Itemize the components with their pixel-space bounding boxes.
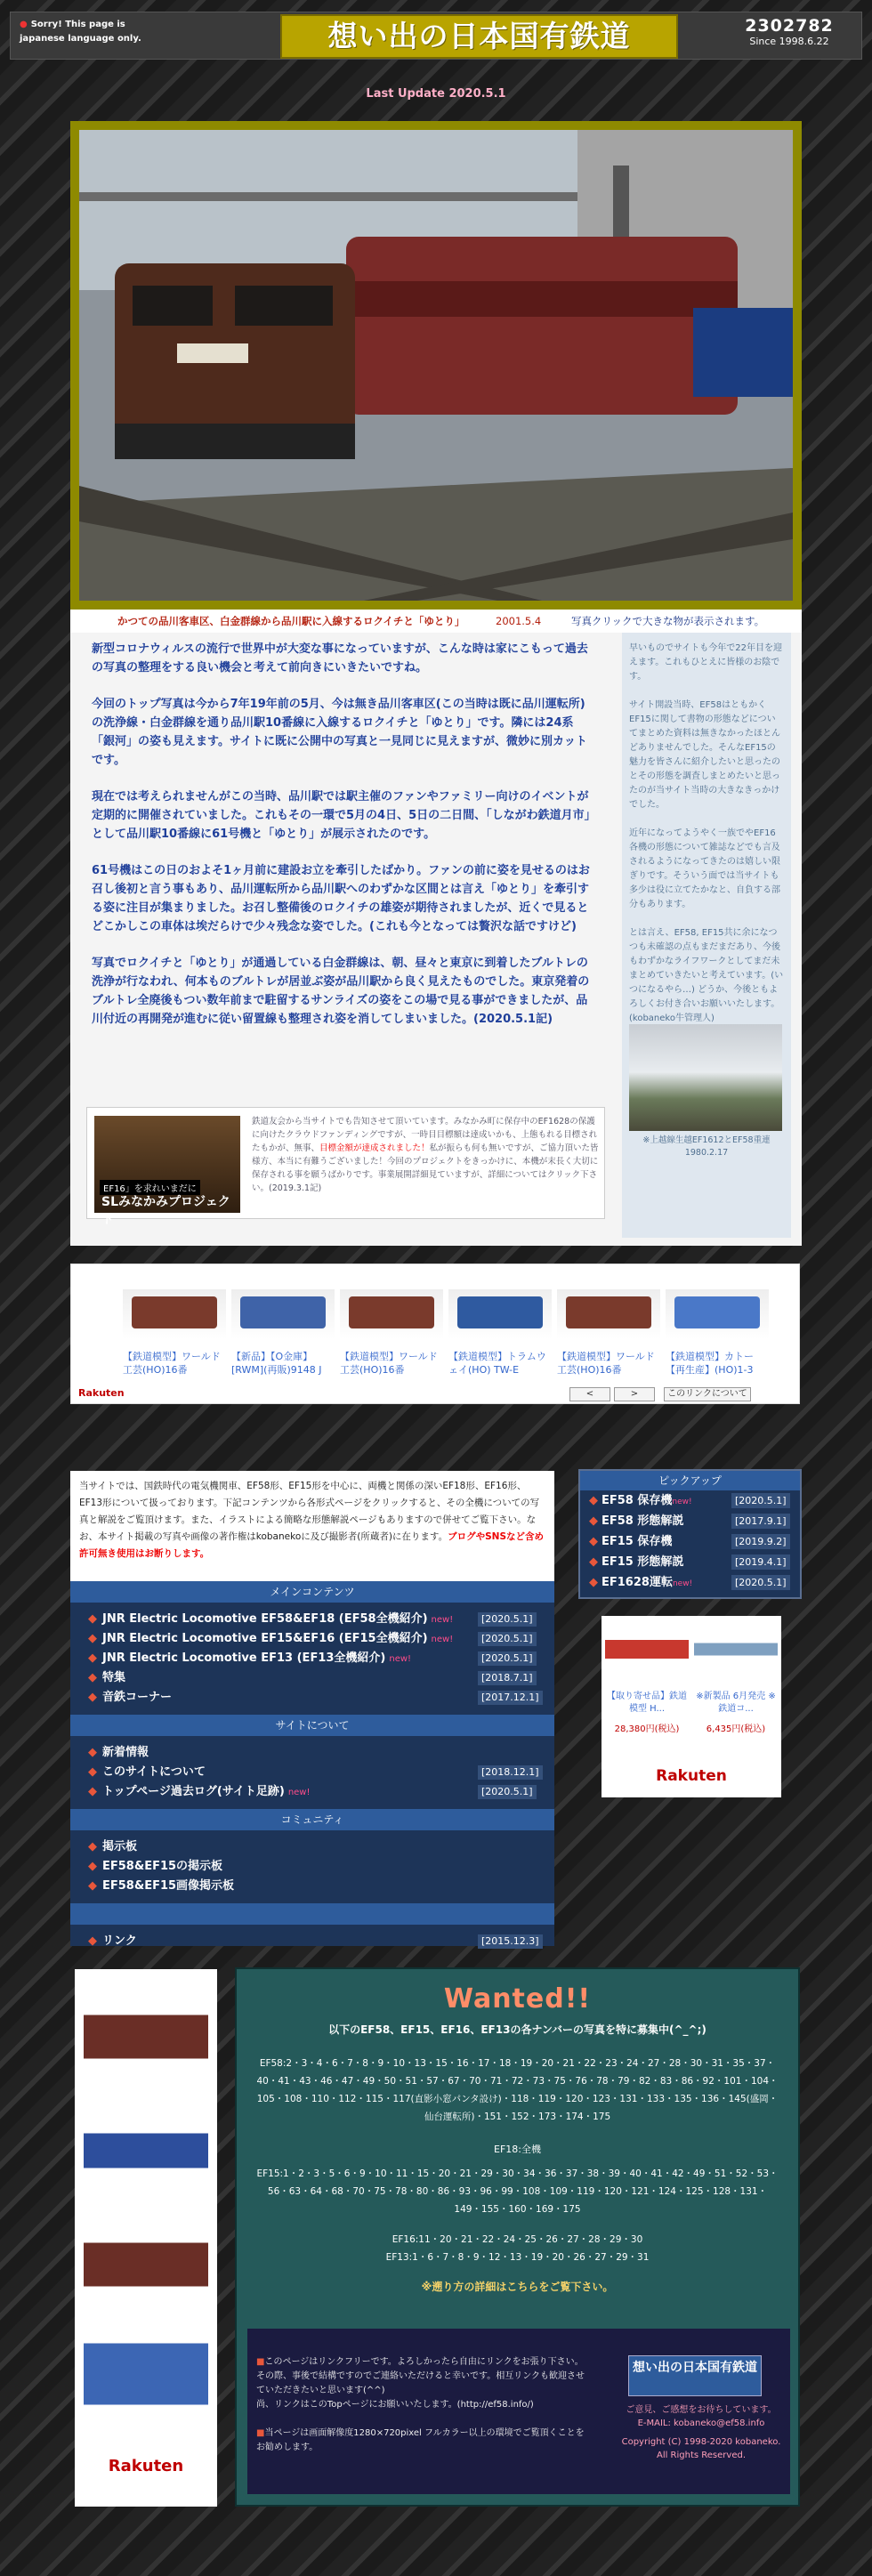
side-column bbox=[622, 633, 791, 1238]
site-intro bbox=[70, 1471, 554, 1581]
link-policy: ■このページはリンクフリーです。よろしかったら自由にリンクをお張り下さい。その際、事後で結構ですのでご連絡いただけると幸いです。相互リンクも歓迎させていただきたいと思います(^^) 尚、リンクはこのTopページにお願いいたします。(http://ef58.info/) ■当ページは画面解像度1280×720pixel フルカラー以上の環境でご覧頂くことをお勧めします。 bbox=[256, 2357, 585, 2452]
rakuten-vertical-ad bbox=[75, 1969, 217, 2507]
bullet-icon: ◆ bbox=[88, 1840, 97, 1853]
menu-item-ef15[interactable]: ◆ JNR Electric Locomotive EF15&EF16 (EF15全機紹介) new! [2020.5.1] bbox=[70, 1629, 554, 1649]
article-paragraph: 61号機はこの日のおよそ1ヶ月前に建設お立を牽引したばかり。ファンの前に姿を見せるのはお召し後初と言う事もあり、品川運転所から品川駅へのわずかな区間とは言え「ゆとり」を牽引する姿に注目が集まりました。お召し整備後のロクイチの雄姿が期待されましたが、近くで見るとどこかしこの車体は埃だらけで少々残念な姿でした。(これも今となっては贅沢な話ですけど) bbox=[92, 864, 590, 933]
crowdfund-text bbox=[252, 1115, 599, 1195]
product-card[interactable] bbox=[123, 1289, 226, 1376]
wanted-lead: 以下のEF58、EF15、EF16、EF13の各ナンバーの写真を特に募集中(^_^;) bbox=[328, 2023, 706, 2036]
bullet-icon: ◆ bbox=[88, 1785, 97, 1798]
menu-item-ef58[interactable]: ◆ JNR Electric Locomotive EF58&EF18 (EF58全機紹介) new! [2020.5.1] bbox=[70, 1610, 554, 1629]
site-title[interactable]: 想い出の日本国有鉄道 bbox=[280, 14, 678, 59]
language-notice bbox=[16, 18, 167, 55]
top-article-box bbox=[70, 121, 802, 1246]
since-date: Since 1998.6.22 bbox=[749, 36, 829, 47]
bullet-icon: ◆ bbox=[88, 1746, 97, 1759]
bullet-icon: ◆ bbox=[88, 1879, 97, 1893]
prev-button[interactable]: < bbox=[569, 1387, 610, 1401]
menu-item-links[interactable]: ◆ リンク [2015.12.3] bbox=[70, 1932, 554, 1951]
pickup-item[interactable]: ◆ EF15 形態解説 [2019.4.1] bbox=[580, 1552, 800, 1572]
copyright: Copyright (C) 1998-2020 kobaneko. All Rights Reserved. bbox=[621, 2437, 781, 2460]
bullet-icon: ◆ bbox=[589, 1494, 598, 1507]
wanted-ef18: EF18:全機 bbox=[494, 2144, 541, 2155]
photo-hint: 写真クリックで大きな物が表示されます。 bbox=[571, 615, 765, 627]
crowdfund-achieved: 目標金額が達成されました！ bbox=[319, 1143, 430, 1153]
product-card[interactable]: ※新製品 6月発売 ※鉄道コ... 6,435円(税込) bbox=[694, 1621, 778, 1753]
bullet-icon: ◆ bbox=[88, 1671, 97, 1684]
product-card[interactable] bbox=[340, 1289, 443, 1376]
article-paragraph: 写真でロクイチと「ゆとり」が通過している白金群線は、朝、昼々と東京に到着したブルトレの洗浄が行なわれ、何本ものブルトレが居並ぶ姿が品川駅から良く見えたものでした。東京発着のブルトレ全廃後もつい数年前まで駐留するサンライズの姿をこの場で見る事ができましたが、品川付近の再開発が進むに従い留置線も整理され姿を消してしまいました。(2020.5.1記) bbox=[92, 957, 590, 1026]
bullet-icon: ◆ bbox=[88, 1691, 97, 1704]
product-image[interactable] bbox=[84, 1989, 208, 2076]
rakuten-logo[interactable]: Rakuten bbox=[656, 1767, 727, 1785]
article-paragraph: 新型コロナウィルスの流行で世界中が大変な事になっていますが、こんな時は家にこもって過去の写真の整理をする良い機会と考えて前向きにいきたいですね。 bbox=[92, 642, 588, 674]
pin-icon: ● bbox=[20, 20, 28, 29]
bullet-icon: ◆ bbox=[88, 1612, 97, 1626]
photo-caption: かつての品川客車区、白金群線から品川駅に入線するロクイチと「ゆとり」 bbox=[117, 615, 465, 627]
bullet-icon: ■ bbox=[256, 2428, 265, 2438]
menu-item-bbs-ef[interactable]: ◆ EF58&EF15の掲示板 bbox=[88, 1860, 223, 1873]
wanted-title: Wanted!! bbox=[443, 1983, 592, 2015]
side-paragraph: サイト開設当時、EF58はともかくEF15に関して書物の形態などについてまとめた資料は無きなかったほとんどありませんでした。そんなEF15の魅力を皆さんに紹介したいと思ったのとその形態を調査しまとめたいと思ったのが当サイト当時の大きなきっかけでした。 bbox=[629, 700, 780, 810]
header-bar bbox=[10, 12, 862, 60]
top-photo[interactable] bbox=[70, 121, 802, 610]
rakuten-strip bbox=[70, 1264, 800, 1404]
bullet-icon: ◆ bbox=[88, 1934, 97, 1948]
product-image[interactable] bbox=[84, 2217, 208, 2304]
bullet-icon: ■ bbox=[256, 2357, 265, 2367]
pickup-item[interactable]: ◆ EF58 保存機new! [2020.5.1] bbox=[580, 1490, 800, 1511]
footer-logo[interactable]: 想い出の日本国有鉄道 bbox=[628, 2355, 762, 2396]
intro-warning: ブログやSNSなど含め許可無き使用はお断りします。 bbox=[79, 1531, 545, 1559]
product-card[interactable] bbox=[557, 1289, 660, 1376]
footer bbox=[247, 2329, 790, 2494]
product-image[interactable] bbox=[84, 2103, 208, 2190]
bullet-icon: ◆ bbox=[88, 1860, 97, 1873]
intro-text: 当サイトでは、国鉄時代の電気機関車、EF58形、EF15形を中心に、両機と関係の深いEF18形、EF16形、EF13形について扱っております。下記コンテンツから各形式ページをクリックすると、その全機についての写真と解説をご覧頂けます。また、イラストによる簡略な形態解説ページもありますので併せてご覧下さい。なお、本サイト掲載の写真や画像の著作権はkobanekoに及び撮影者(所蔵者)に在ります。 bbox=[79, 1481, 540, 1542]
wanted-more-link[interactable]: ※遡り方の詳細はこちらをご覧下さい。 bbox=[421, 2281, 614, 2293]
notice-text: Sorry! This page is japanese language only. bbox=[20, 20, 141, 44]
pickup-item[interactable]: ◆ EF58 形態解説 [2017.9.1] bbox=[580, 1511, 800, 1531]
product-image[interactable] bbox=[84, 2330, 208, 2418]
counter-number: 2302782 bbox=[745, 16, 834, 36]
pickup-box bbox=[578, 1469, 802, 1599]
email-link[interactable]: E-MAIL: kobaneko@ef58.info bbox=[637, 2419, 765, 2428]
product-card[interactable] bbox=[666, 1289, 769, 1376]
crowdfund-box[interactable] bbox=[86, 1107, 605, 1227]
product-card[interactable] bbox=[448, 1289, 552, 1376]
photo-caption-row bbox=[70, 610, 802, 633]
pickup-item[interactable]: ◆ EF1628運転new! [2020.5.1] bbox=[580, 1572, 800, 1593]
rakuten-logo[interactable]: Rakuten bbox=[78, 1387, 125, 1399]
contact-info: ご意見、ご感想をお待ちしています。 E-MAIL: kobaneko@ef58.info bbox=[621, 2403, 781, 2430]
product-title[interactable]: 【鉄道模型】カトー【再生産】(HO)1-3 bbox=[666, 1351, 754, 1376]
product-title[interactable]: 【新品】【O金庫】[RWM](再販)9148 J bbox=[231, 1351, 322, 1376]
menu-item-image-bbs[interactable]: ◆ EF58&EF15画像掲示板 bbox=[88, 1879, 235, 1893]
bullet-icon: ◆ bbox=[88, 1651, 97, 1665]
article-paragraph: 現在では考えられませんがこの当時、品川駅では駅主催のファンやファミリー向けのイベントが定期的に開催されていました。これもその一環で5月の4日、5日の二日間、「しながわ鉄道月市」として品川駅10番線に61号機と「ゆとり」が展示されたのです。 bbox=[92, 790, 591, 841]
menu-item-archive[interactable]: ◆ トップページ過去ログ(サイト足跡) new! [2020.5.1] bbox=[70, 1782, 554, 1802]
menu-item-sound[interactable]: ◆ 音鉄コーナー [2017.12.1] bbox=[70, 1688, 554, 1708]
product-card[interactable]: 【取り寄せ品】鉄道模型 H... 28,380円(税込) bbox=[605, 1621, 689, 1753]
side-paragraph: とは言え、EF58, EF15共に余になつつも未確認の点もまだまだあり、今後もわずかなライフワークとしてまだ未まとめていきたいと考えています。(いつになるやら…) どうか、今後ともよろしくお付き合いお願いいたします。(kobaneko牛管理人) bbox=[629, 928, 784, 1023]
menu-item-about[interactable]: ◆ このサイトについて [2018.12.1] bbox=[70, 1763, 554, 1782]
visitor-counter bbox=[723, 16, 856, 47]
product-card[interactable] bbox=[231, 1289, 335, 1376]
rakuten-logo[interactable]: Rakuten bbox=[108, 2457, 184, 2475]
wanted-ef16: EF16:11・20・21・22・24・25・26・27・28・29・30 bbox=[392, 2234, 643, 2245]
side-paragraph: 早いものでサイトも今年で22年目を迎えます。これもひとえに皆様のお陰です。 bbox=[629, 643, 783, 682]
wanted-ef13: EF13:1・6・7・8・9・12・13・19・20・26・27・29・31 bbox=[385, 2252, 650, 2263]
product-title[interactable]: 【鉄道模型】ワールド工芸(HO)16番 bbox=[340, 1351, 438, 1376]
bullet-icon: ◆ bbox=[88, 1765, 97, 1779]
menu-item-ef13[interactable]: ◆ JNR Electric Locomotive EF13 (EF13全機紹介) new! [2020.5.1] bbox=[70, 1649, 554, 1668]
banner-tag: EF16」を求れいまだに bbox=[100, 1180, 200, 1195]
bullet-icon: ◆ bbox=[589, 1576, 598, 1589]
side-paragraph: 近年になってようやく一族でやEF16各機の形態について雑誌などでも言及されるようになってきたのは嬉しい限ぎりです。そういう面では当サイトも多少は役に立てたかなと、自負する部分もあります。 bbox=[629, 828, 780, 909]
about-link-button[interactable]: このリンクについて bbox=[664, 1387, 751, 1401]
article-paragraph: 今回のトップ写真は今から7年19年前の5月、今は無き品川客車区(この当時は既に品川運転所)の洗浄線・白金群線を通り品川駅10番線に入線するロクイチと「ゆとり」です。隣には24系「銀河」の姿も見えます。サイトに既に公開中の写真と一見同じに見えますが、微妙に別カットです。 bbox=[92, 698, 587, 767]
community-header: コミュニティ bbox=[70, 1809, 554, 1830]
product-title[interactable]: 【鉄道模型】ワールド工芸(HO)16番 bbox=[557, 1351, 655, 1376]
banner-title: SLみなかみプロジェクト bbox=[101, 1195, 230, 1227]
crowdfund-text-1: 鉄道友会から当サイトでも告知させて頂いています。みなかみ町に保存中のEF1628の保護に向けたクラウドファンディングですが、一時目目標額は達成いかも、上態もれる目標されたもかが、無事、 bbox=[252, 1117, 598, 1153]
product-title[interactable]: 【鉄道模型】トラムウェイ(HO) TW-E bbox=[448, 1351, 546, 1376]
rakuten-box bbox=[602, 1616, 781, 1797]
pickup-header: ピックアップ bbox=[580, 1471, 800, 1490]
train-photo-image[interactable] bbox=[79, 130, 793, 601]
wanted-ef15: EF15:1・2・3・5・6・9・10・11・15・20・21・29・30・34・36・37・38・39・40・41・42・49・51・52・53・56・63・64・68・70・75・78・80・86・93・96・99・108・109・119・120・121・124・125・128・131・149・155・160・169・175 bbox=[256, 2168, 779, 2215]
site-menu bbox=[70, 1581, 554, 1946]
last-update: Last Update 2020.5.1 bbox=[366, 87, 506, 101]
product-title[interactable]: 【鉄道模型】ワールド工芸(HO)16番 bbox=[123, 1351, 221, 1376]
bullet-icon: ◆ bbox=[589, 1555, 598, 1569]
wanted-box bbox=[235, 1967, 800, 2507]
crowdfund-banner[interactable] bbox=[94, 1116, 240, 1227]
menu-item-news[interactable]: ◆ 新着情報 bbox=[88, 1746, 149, 1759]
about-header: サイトについて bbox=[70, 1715, 554, 1736]
photo-date: 2001.5.4 bbox=[496, 615, 542, 627]
bullet-icon: ◆ bbox=[88, 1632, 97, 1645]
side-photo bbox=[629, 1024, 782, 1131]
wanted-ef58: EF58:2・3・4・6・7・8・9・10・13・15・16・17・18・19・20・21・22・23・24・27・28・30・31・35・37・40・41・43・46・47・49・50・51・57・67・70・71・72・73・75・76・78・79・82・83・86・92・101・104・105・108・110・112・115・117(直影小窓パンタ設け)・118・119・120・123・131・133・135・136・145(盛岡・仙台運転所)・151・152・173・174・175 bbox=[256, 2058, 779, 2122]
bullet-icon: ◆ bbox=[589, 1514, 598, 1528]
divider bbox=[70, 1903, 554, 1925]
menu-item-feature[interactable]: ◆ 特集 [2018.7.1] bbox=[70, 1668, 554, 1688]
menu-item-bbs[interactable]: ◆ 掲示板 bbox=[88, 1840, 138, 1853]
side-photo-caption: ※上越線生越EF1612とEF58重連1980.2.17 bbox=[642, 1135, 771, 1158]
bullet-icon: ◆ bbox=[589, 1535, 598, 1548]
next-button[interactable]: > bbox=[614, 1387, 655, 1401]
main-contents-header: メインコンテンツ bbox=[70, 1581, 554, 1603]
crowdfund-text-2: 私が振らも何も無いですが、ご協力頂いた皆様方、本当に有難うございました！今回のプロジェクトをきっかけに、本機が末長く大切に保存される事を願うばかりです。事業展開詳細見ていますが、詳細についてはクリック下さい。(2019.3.1記) bbox=[252, 1143, 599, 1193]
pickup-item[interactable]: ◆ EF15 保存機 [2019.9.2] bbox=[580, 1531, 800, 1552]
